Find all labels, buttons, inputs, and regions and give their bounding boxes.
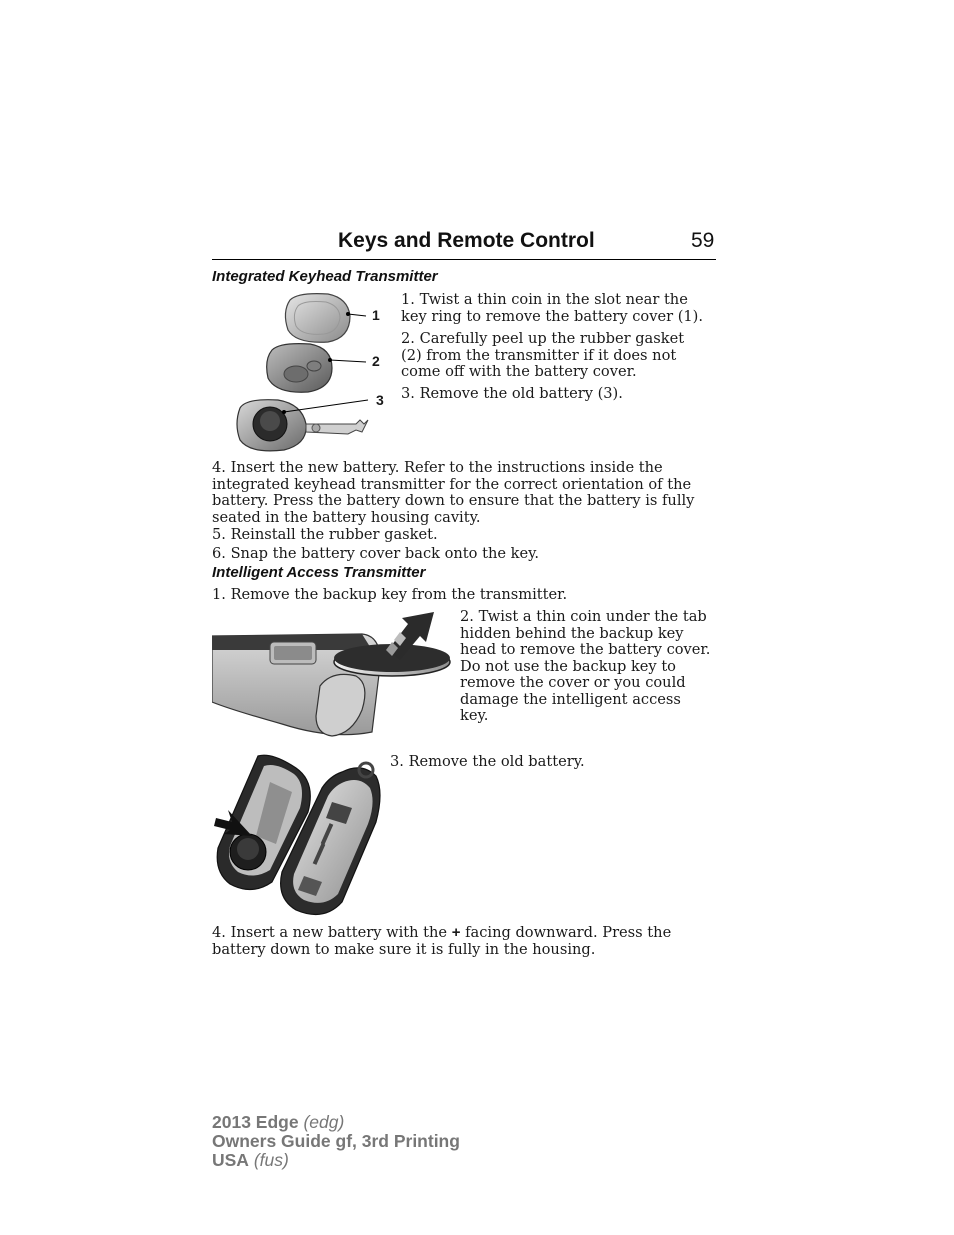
footer-market-code: (fus) xyxy=(248,1150,289,1170)
footer-guide-name: Owners Guide gf, 3rd Printing xyxy=(212,1131,460,1151)
step-text xyxy=(212,925,716,958)
plus-symbol: + xyxy=(451,924,461,941)
step4-text-end: facing downward. Press the battery down to make sure it is fully in the housing. xyxy=(212,924,672,958)
step-text: 6. Snap the battery cover back onto the key. xyxy=(212,545,540,562)
step-text: 1. Twist a thin coin in the slot near the key ring to remove the battery cover (1). xyxy=(401,291,704,325)
section-title-integrated-keyhead: Integrated Keyhead Transmitter xyxy=(212,268,438,285)
step-text: 4. Insert the new battery. Refer to the instructions inside the integrated keyhead transmitter for the correct orientation of the battery. Press the battery down to ensure that the battery is fully seated in the battery housing cavity. xyxy=(212,459,695,526)
footer-model xyxy=(212,1113,344,1132)
step-text: 5. Reinstall the rubber gasket. xyxy=(212,526,438,543)
footer-model-name: 2013 Edge xyxy=(212,1112,299,1132)
step-text: 2. Carefully peel up the rubber gasket (2) from the transmitter if it does not come off with the battery cover. xyxy=(401,330,685,380)
step-text: 1. Remove the backup key from the transmitter. xyxy=(212,586,568,603)
header-rule xyxy=(212,259,716,260)
page-section-title: Keys and Remote Control xyxy=(338,229,595,252)
section-title-intelligent-access: Intelligent Access Transmitter xyxy=(212,564,426,581)
footer-market-name: USA xyxy=(212,1150,249,1170)
footer-model-code: (edg) xyxy=(298,1112,345,1132)
step-text: 3. Remove the old battery. xyxy=(390,753,585,770)
step-text: 2. Twist a thin coin under the tab hidden behind the backup key head to remove the battery cover. Do not use the backup key to remove the cover or you could damage the intelligent access key. xyxy=(460,608,711,724)
callout-2: 2 xyxy=(372,353,380,369)
step4-text-start: 4. Insert a new battery with the xyxy=(212,924,452,941)
footer-guide xyxy=(212,1132,460,1151)
step-text: 3. Remove the old battery (3). xyxy=(401,385,623,402)
callout-1: 1 xyxy=(372,307,380,323)
footer-market xyxy=(212,1151,289,1170)
page-number: 59 xyxy=(691,229,715,252)
callout-3: 3 xyxy=(376,392,384,408)
coin-remove-cover-illustration xyxy=(212,606,456,742)
fob-battery-illustration xyxy=(212,752,386,918)
